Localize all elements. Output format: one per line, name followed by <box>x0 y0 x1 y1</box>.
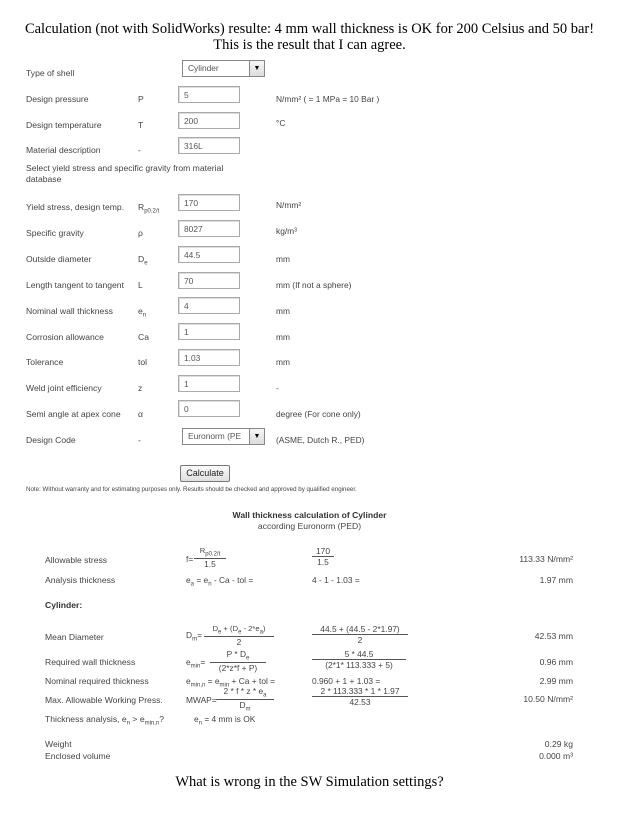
required-wall-calc <box>312 649 406 670</box>
allowable-stress-formula-den: 1.5 <box>204 558 216 569</box>
tolerance-unit: mm <box>276 357 290 367</box>
thickness-analysis-label: Thickness analysis, $e_n > e_{min,n}$? <box>45 714 165 727</box>
results-title: Wall thickness calculation of Cylinder <box>232 510 387 520</box>
design-temperature-symbol: T <box>138 120 144 130</box>
nominal-required-label: Nominal required thickness <box>45 676 149 686</box>
allowable-stress-calc-num: 170 <box>312 546 334 557</box>
specific-gravity-label: Specific gravity <box>26 228 84 238</box>
corrosion-label: Corrosion allowance <box>26 332 104 342</box>
allowable-stress-formula <box>194 546 226 569</box>
analysis-thickness-formula: $e_a = e_n - Ca$ - tol = <box>186 575 254 588</box>
yield-stress-symbol: $R_{p0.2/t}$ <box>138 202 160 215</box>
design-code-label: Design Code <box>26 435 76 445</box>
mean-diameter-calc <box>312 624 408 645</box>
length-tangent-unit: mm (If not a sphere) <box>276 280 352 290</box>
specific-gravity-input[interactable]: 8027 <box>178 220 240 237</box>
nominal-wall-symbol: $e_n$ <box>138 306 147 319</box>
material-description-symbol: - <box>138 145 141 155</box>
semi-angle-input[interactable]: 0 <box>178 400 240 417</box>
required-wall-label: Required wall thickness <box>45 657 136 667</box>
mean-diameter-formula <box>204 624 274 647</box>
design-code-value: Euronorm (PE <box>188 431 242 441</box>
semi-angle-unit: degree (For cone only) <box>276 409 361 419</box>
specific-gravity-unit: kg/m³ <box>276 226 297 236</box>
disclaimer-note: Note: Without warranty and for estimating purposes only. Results should be checked and approved by qualified engineer. <box>26 486 357 493</box>
type-of-shell-value: Cylinder <box>188 63 219 73</box>
design-code-select[interactable] <box>182 428 265 445</box>
cylinder-heading: Cylinder: <box>45 600 83 610</box>
mawp-lhs: MWAP= <box>186 695 217 705</box>
required-wall-formula-num: P * $D_e$ <box>210 649 266 663</box>
chevron-down-icon[interactable]: ▼ <box>249 61 264 76</box>
weld-joint-input[interactable]: 1 <box>178 375 240 392</box>
enclosed-volume-label: Enclosed volume <box>45 751 111 761</box>
required-wall-lhs: $e_{min}=$ <box>186 657 206 670</box>
semi-angle-label: Semi angle at apex cone <box>26 409 121 419</box>
design-temperature-unit: °C <box>276 118 286 128</box>
required-wall-formula-den: (2*z*f + P) <box>218 662 258 673</box>
mean-diameter-result: 42.53 mm <box>534 631 573 641</box>
mawp-calc-num: 2 * 113.333 * 1 * 1.97 <box>312 686 408 697</box>
length-tangent-label: Length tangent to tangent <box>26 280 124 290</box>
allowable-stress-formula-num: $R_{p0.2/t}$ <box>194 546 226 559</box>
design-temperature-input[interactable]: 200 <box>178 112 240 129</box>
mean-diameter-calc-den: 2 <box>357 635 363 645</box>
tolerance-label: Tolerance <box>26 357 64 367</box>
corrosion-unit: mm <box>276 332 290 342</box>
design-code-unit: (ASME, Dutch R., PED) <box>276 435 365 445</box>
outside-diameter-symbol: $D_e$ <box>138 254 148 267</box>
weight-label: Weight <box>45 739 72 749</box>
nominal-required-formula: $e_{min,n} = e_{min} + Ca$ + tol = <box>186 676 276 689</box>
weight-result: 0.29 kg <box>544 739 573 749</box>
allowable-stress-calc <box>312 546 334 567</box>
design-pressure-label: Design pressure <box>26 94 89 104</box>
analysis-thickness-result: 1.97 mm <box>539 575 573 585</box>
allowable-stress-label: Allowable stress <box>45 555 108 565</box>
allowable-stress-calc-den: 1.5 <box>317 557 329 567</box>
calculate-button[interactable]: Calculate <box>180 465 230 482</box>
specific-gravity-symbol: ρ <box>138 228 143 238</box>
mawp-formula-num: 2 * f * z * $e_a$ <box>216 686 274 700</box>
thickness-analysis-value: $e_n = 4$ mm is OK <box>194 714 256 727</box>
mean-diameter-label: Mean Diameter <box>45 632 104 642</box>
results-subtitle: according Euronorm (PED) <box>257 521 362 531</box>
mean-diameter-lhs: $D_m=$ <box>186 630 202 643</box>
outside-diameter-label: Outside diameter <box>26 254 92 264</box>
weld-joint-label: Weld joint efficiency <box>26 383 102 393</box>
yield-stress-input[interactable]: 170 <box>178 194 240 211</box>
outside-diameter-input[interactable]: 44.5 <box>178 246 240 263</box>
header-line-2: This is the result that I can agree. <box>213 37 406 53</box>
enclosed-volume-result: 0.000 m³ <box>539 751 573 761</box>
mean-diameter-formula-den: 2 <box>236 636 242 647</box>
header-line-1: Calculation (not with SolidWorks) resulte: 4 mm wall thickness is OK for 200 Celsius and 50 bar! <box>24 21 595 37</box>
nominal-wall-input[interactable]: 4 <box>178 297 240 314</box>
mean-diameter-formula-num: $D_e + (D_e - 2*e_a)$ <box>204 624 274 637</box>
type-of-shell-label: Type of shell <box>26 68 75 78</box>
nominal-wall-unit: mm <box>276 306 290 316</box>
nominal-wall-label: Nominal wall thickness <box>26 306 113 316</box>
allowable-stress-result: 113.33 N/mm² <box>519 554 573 564</box>
material-description-input[interactable]: 316L <box>178 137 240 154</box>
yield-stress-unit: N/mm² <box>276 200 302 210</box>
footer-question: What is wrong in the SW Simulation settings? <box>175 774 444 790</box>
outside-diameter-unit: mm <box>276 254 290 264</box>
weld-joint-symbol: z <box>138 383 143 393</box>
design-temperature-label: Design temperature <box>26 120 102 130</box>
length-tangent-symbol: L <box>138 280 143 290</box>
mawp-calc-den: 42.53 <box>349 697 371 707</box>
tolerance-input[interactable]: 1.03 <box>178 349 240 366</box>
mawp-formula <box>216 686 274 712</box>
mawp-formula-den: $D_m$ <box>239 699 251 713</box>
chevron-down-icon[interactable]: ▼ <box>249 429 264 444</box>
design-pressure-input[interactable]: 5 <box>178 86 240 103</box>
required-wall-calc-den: (2*1* 113.333 + 5) <box>325 660 393 670</box>
yield-stress-label: Yield stress, design temp. <box>26 202 125 212</box>
mean-diameter-calc-num: 44.5 + (44.5 - 2*1.97) <box>312 624 408 635</box>
required-wall-formula <box>210 649 266 673</box>
mawp-calc <box>312 686 408 707</box>
nominal-required-result: 2.99 mm <box>539 676 573 686</box>
nominal-required-calc: 0.960 + 1 + 1.03 = <box>312 676 381 686</box>
analysis-thickness-calc: 4 - 1 - 1.03 = <box>312 575 360 585</box>
corrosion-symbol: Ca <box>138 332 149 342</box>
design-pressure-symbol: P <box>138 94 144 104</box>
required-wall-result: 0.96 mm <box>539 657 573 667</box>
type-of-shell-select[interactable] <box>182 60 265 77</box>
select-material-note: Select yield stress and specific gravity from material database <box>26 163 224 184</box>
design-pressure-unit: N/mm² ( = 1 MPa = 10 Bar ) <box>276 94 380 104</box>
material-description-label: Material description <box>26 145 101 155</box>
required-wall-calc-num: 5 * 44.5 <box>312 649 406 660</box>
corrosion-input[interactable]: 1 <box>178 323 240 340</box>
semi-angle-symbol: α <box>138 409 143 419</box>
weld-joint-unit: - <box>276 383 279 393</box>
tolerance-symbol: tol <box>138 357 148 367</box>
analysis-thickness-label: Analysis thickness <box>45 575 116 585</box>
mawp-label: Max. Allowable Working Press. <box>45 695 163 705</box>
design-code-symbol: - <box>138 435 141 445</box>
length-tangent-input[interactable]: 70 <box>178 272 240 289</box>
mawp-result: 10.50 N/mm² <box>523 694 573 704</box>
allowable-stress-lhs: f= <box>186 554 194 564</box>
